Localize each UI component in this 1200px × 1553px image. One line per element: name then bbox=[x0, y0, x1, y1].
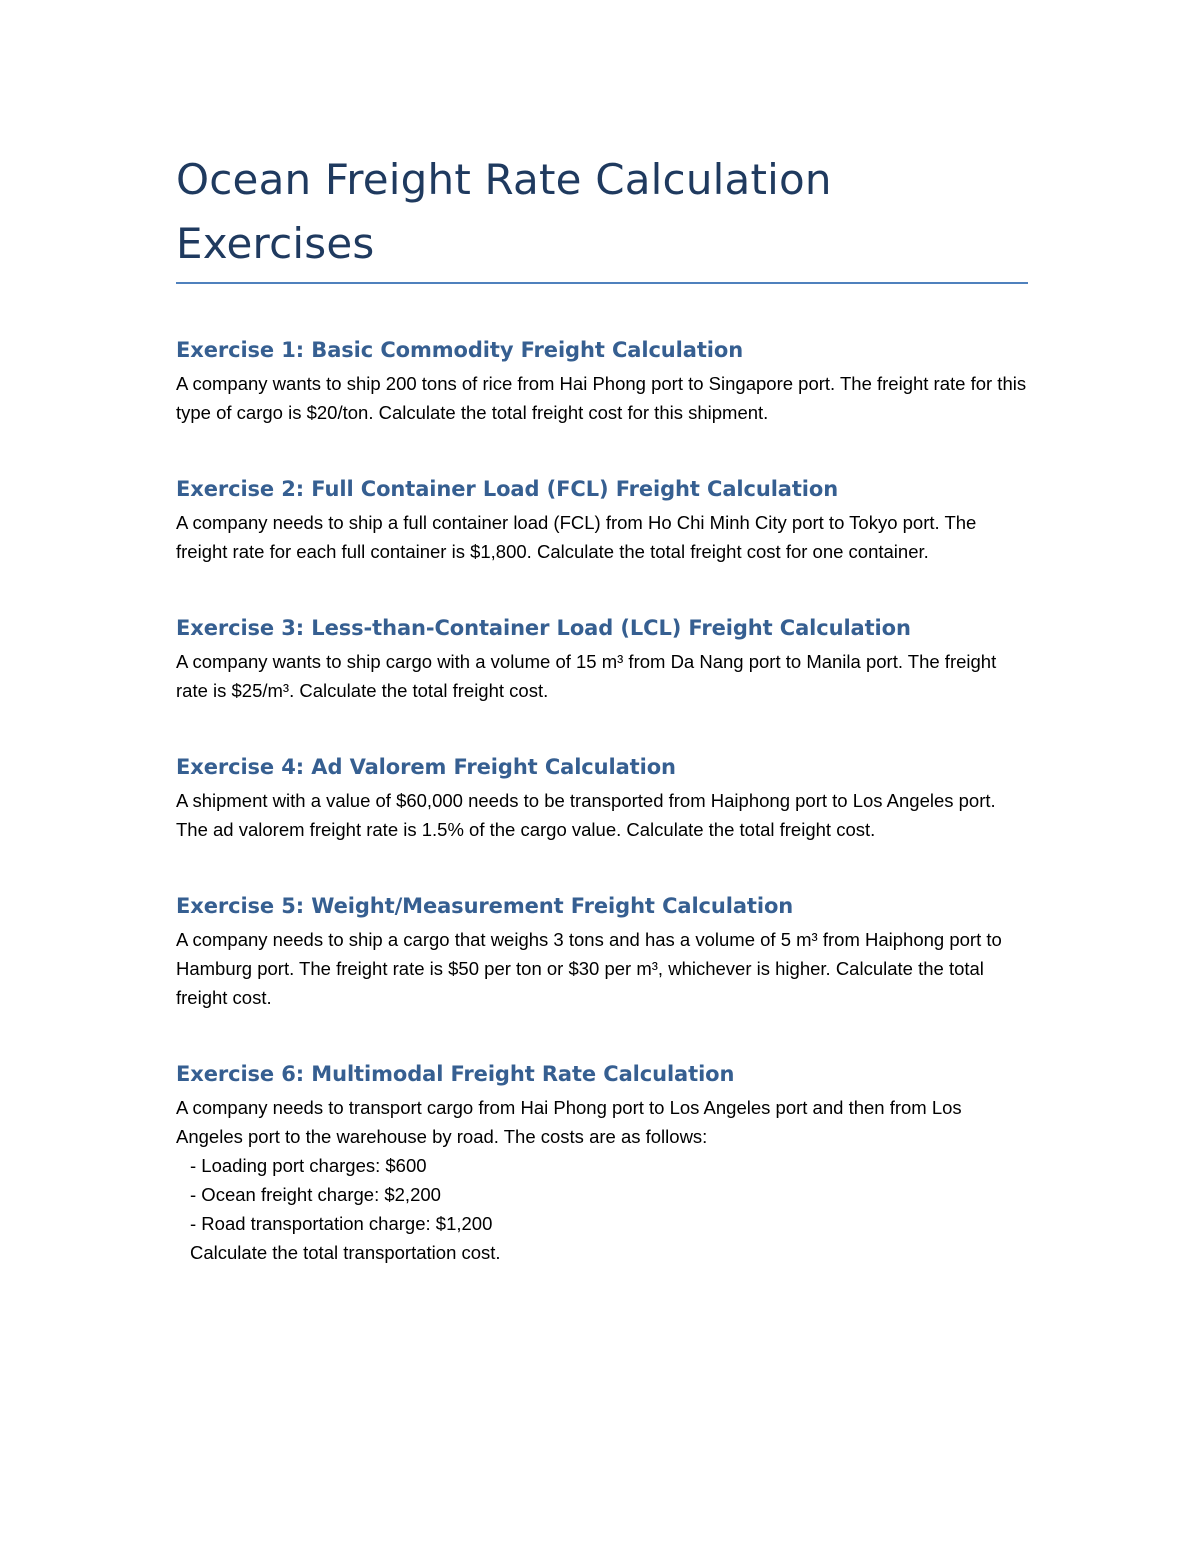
exercise-3 bbox=[176, 613, 1028, 705]
exercise-2 bbox=[176, 474, 1028, 566]
exercise-5-heading: Exercise 5: Weight/Measurement Freight Calculation bbox=[176, 894, 794, 918]
cost-list-item: - Ocean freight charge: $2,200 bbox=[190, 1184, 441, 1205]
exercise-1 bbox=[176, 335, 1028, 427]
document-title-line-1: Ocean Freight Rate Calculation bbox=[176, 155, 832, 204]
exercise-3-heading: Exercise 3: Less-than-Container Load (LCL) Freight Calculation bbox=[176, 616, 911, 640]
exercise-6-heading: Exercise 6: Multimodal Freight Rate Calculation bbox=[176, 1062, 735, 1086]
document-page bbox=[176, 148, 1028, 1267]
exercise-4-body: A shipment with a value of $60,000 needs to be transported from Haiphong port to Los Angeles port. The ad valorem freight rate is 1.5% of the cargo value. Calculate the total freight cost. bbox=[176, 790, 996, 840]
exercise-4 bbox=[176, 752, 1028, 844]
title-underline bbox=[176, 282, 1028, 284]
exercise-4-heading: Exercise 4: Ad Valorem Freight Calculation bbox=[176, 755, 676, 779]
document-title-line-2: Exercises bbox=[176, 219, 375, 268]
cost-list-item: - Road transportation charge: $1,200 bbox=[190, 1213, 493, 1234]
exercise-1-heading: Exercise 1: Basic Commodity Freight Calculation bbox=[176, 338, 744, 362]
exercise-1-body: A company wants to ship 200 tons of rice from Hai Phong port to Singapore port. The freight rate for this type of cargo is $20/ton. Calculate the total freight cost for this shipment. bbox=[176, 373, 1027, 423]
exercise-6-body: A company needs to transport cargo from Hai Phong port to Los Angeles port and then from Los Angeles port to the warehouse by road. The costs are as follows: bbox=[176, 1097, 962, 1147]
cost-list-item: - Loading port charges: $600 bbox=[190, 1155, 427, 1176]
document-title bbox=[176, 148, 1028, 276]
exercise-2-heading: Exercise 2: Full Container Load (FCL) Freight Calculation bbox=[176, 477, 839, 501]
exercise-5-body: A company needs to ship a cargo that weighs 3 tons and has a volume of 5 m³ from Haiphong port to Hamburg port. The freight rate is $50 per ton or $30 per m³, whichever is higher. Calculate the total freight cost. bbox=[176, 929, 1002, 1008]
exercise-2-body: A company needs to ship a full container load (FCL) from Ho Chi Minh City port to Tokyo port. The freight rate for each full container is $1,800. Calculate the total freight cost for one container. bbox=[176, 512, 977, 562]
exercise-3-body: A company wants to ship cargo with a volume of 15 m³ from Da Nang port to Manila port. The freight rate is $25/m³. Calculate the total freight cost. bbox=[176, 651, 997, 701]
exercise-6 bbox=[176, 1059, 1028, 1267]
exercise-5 bbox=[176, 891, 1028, 1012]
exercise-6-closing: Calculate the total transportation cost. bbox=[190, 1242, 501, 1263]
cost-list bbox=[176, 1151, 1028, 1238]
